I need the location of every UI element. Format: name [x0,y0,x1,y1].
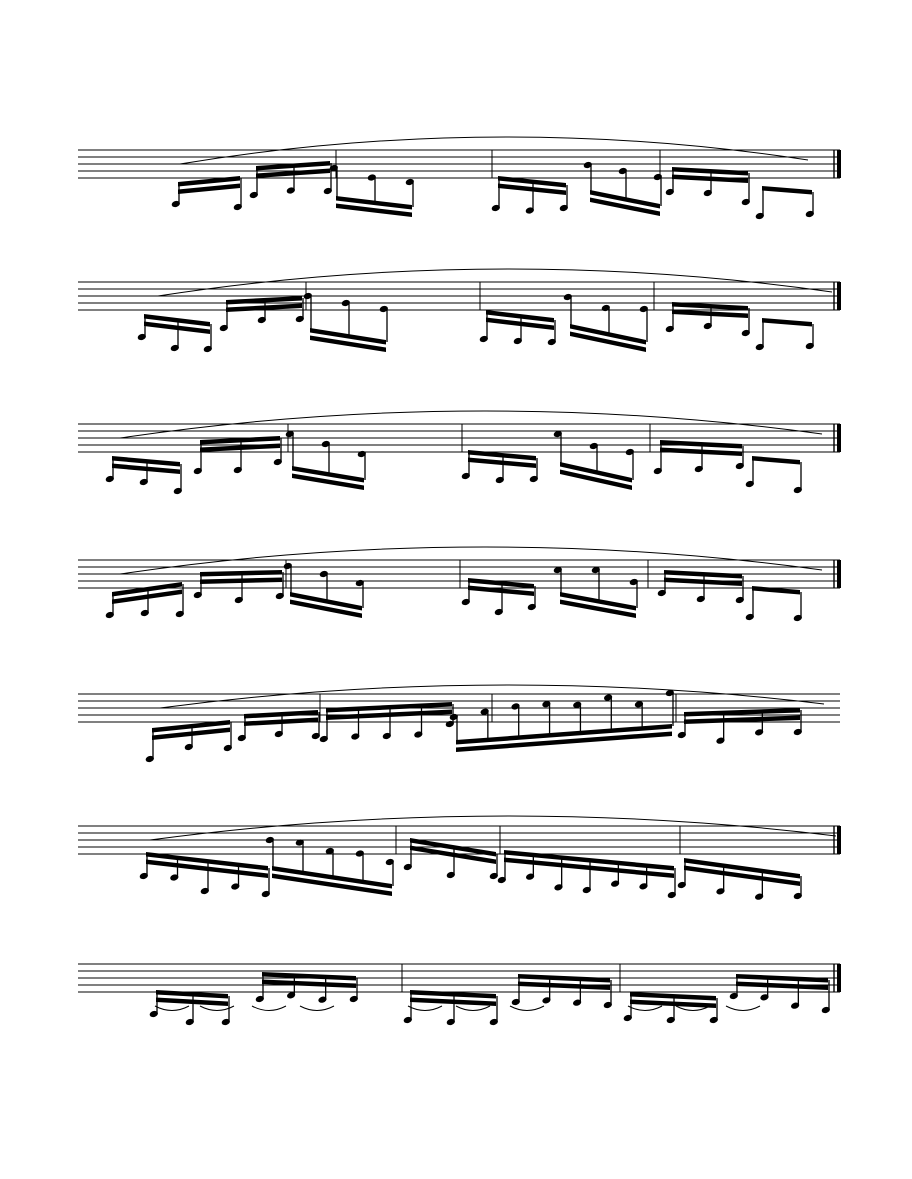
beam [256,161,330,171]
beam-group[interactable] [145,720,233,763]
beam-group[interactable] [583,161,663,216]
beam [672,175,748,184]
beam [226,304,302,313]
beam-group[interactable] [139,852,271,898]
beam-group[interactable] [171,176,243,211]
beam [660,440,742,449]
beam-group[interactable] [677,858,803,901]
beam-group[interactable] [265,836,395,896]
tie[interactable] [252,1006,286,1011]
beam-group[interactable] [149,990,231,1026]
beam-group[interactable] [329,164,415,217]
beam [262,980,356,989]
beam [664,570,742,579]
beam [244,710,318,719]
tie[interactable] [456,1006,490,1011]
system-1[interactable] [78,137,841,220]
tie[interactable] [510,1006,544,1011]
beam [630,1000,716,1009]
tie[interactable] [628,1006,662,1011]
beam-group[interactable] [137,314,213,353]
tie[interactable] [155,1006,189,1011]
beam [244,718,318,727]
beam-group[interactable] [193,436,283,475]
beam-group[interactable] [657,570,745,604]
beam [664,578,742,587]
beam [200,570,282,577]
beam [262,972,356,981]
system-5[interactable] [78,685,840,763]
final-barline-thick [837,282,841,310]
beam-group[interactable] [497,850,677,899]
beam-group[interactable] [729,974,831,1014]
beam [256,169,330,179]
beam [672,167,748,176]
phrase-slur[interactable] [150,816,836,840]
beam-group[interactable] [461,578,537,616]
beam-group[interactable] [449,689,675,752]
final-barline-thick [837,150,841,178]
system-7[interactable] [78,964,841,1026]
tie[interactable] [408,1006,442,1011]
final-barline-thick [837,560,841,588]
beam-group[interactable] [745,586,803,622]
beam-group[interactable] [105,456,183,495]
final-barline-thick [837,826,841,854]
beam [752,586,800,595]
beam-group[interactable] [303,292,389,352]
beam-group[interactable] [237,710,321,742]
beam-group[interactable] [563,293,649,352]
beam-group[interactable] [219,296,305,332]
beam [156,998,228,1007]
tie[interactable] [300,1006,334,1011]
beam [410,998,496,1007]
beam-group[interactable] [249,161,333,199]
beam-group[interactable] [479,310,557,346]
beam-group[interactable] [255,972,359,1004]
final-barline-thick [837,424,841,452]
beam-group[interactable] [677,708,803,745]
beam [762,186,812,195]
beam [518,974,610,983]
beam-group[interactable] [283,562,365,618]
beam [200,578,282,585]
beam-group[interactable] [461,450,539,484]
system-4[interactable] [78,547,841,622]
beam [736,974,828,983]
beam [672,310,748,319]
beam-group[interactable] [665,167,751,206]
final-barline-thick [837,964,841,992]
beam-group[interactable] [755,318,815,351]
beam [630,992,716,1001]
system-6[interactable] [78,816,841,901]
beam [684,716,800,725]
system-2[interactable] [78,269,841,353]
beam [518,982,610,991]
beam-group[interactable] [193,570,285,604]
beam-group[interactable] [745,456,803,494]
beam-group[interactable] [755,186,815,220]
beam [660,448,742,457]
beam [200,436,280,445]
beam [752,456,800,465]
tie[interactable] [726,1006,760,1011]
beam-group[interactable] [491,176,569,215]
beam-group[interactable] [285,430,367,490]
beam [736,982,828,991]
beam-group[interactable] [553,430,635,490]
beam [156,990,228,999]
beam [410,990,496,999]
system-3[interactable] [78,411,841,495]
beam-group[interactable] [665,302,751,337]
beam [762,318,812,327]
beam-group[interactable] [403,838,499,880]
